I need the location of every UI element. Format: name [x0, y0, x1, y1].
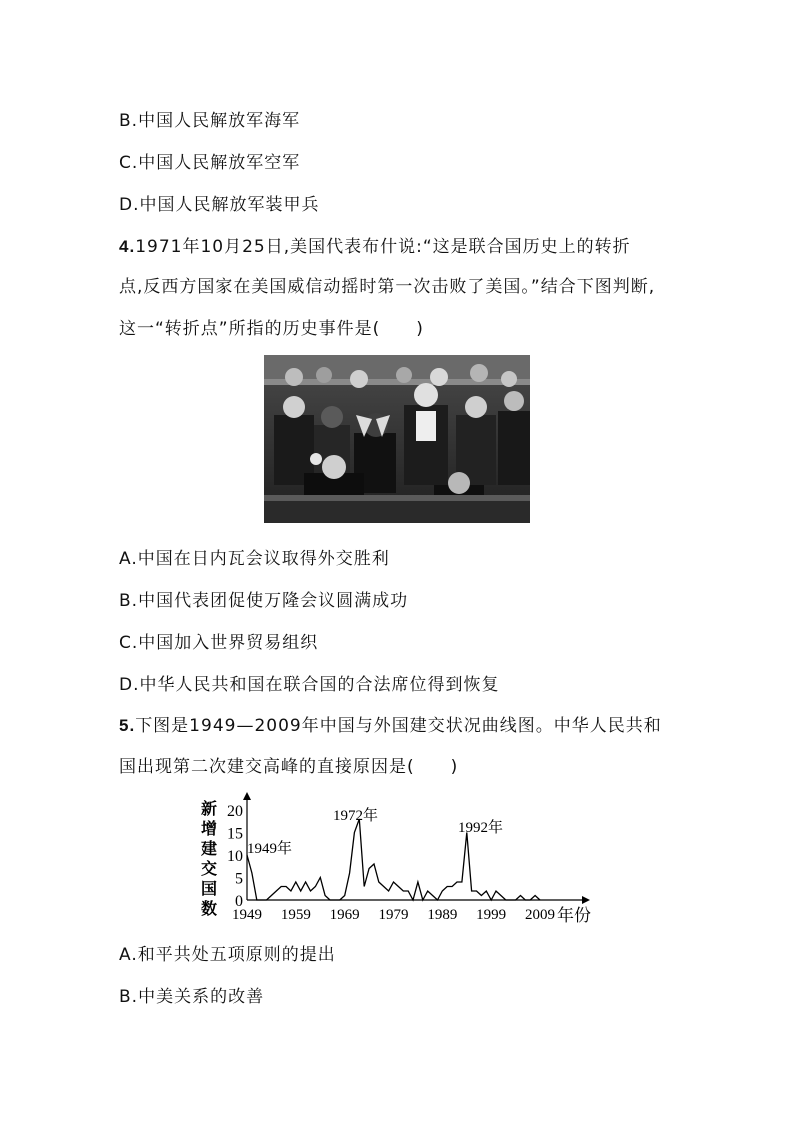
- question-4-stem-1: 1971年10月25日,美国代表布什说:“这是联合国历史上的转折: [135, 237, 631, 257]
- y-axis-label-char: 国: [201, 879, 218, 898]
- option-3c: C.中国人民解放军空军: [119, 153, 301, 173]
- x-tick-labels: [232, 907, 555, 923]
- annotation-1949: 1949年: [247, 841, 293, 857]
- question-4-stem-2: 点,反西方国家在美国威信动摇时第一次击败了美国。”结合下图判断,: [119, 277, 656, 297]
- x-tick-label: 1989: [427, 907, 458, 923]
- x-tick-label: 1959: [280, 907, 311, 923]
- question-4-number: 4.: [119, 237, 136, 256]
- x-tick-label: 1969: [329, 907, 360, 923]
- x-tick-label: 1999: [476, 907, 507, 923]
- y-tick-label: 10: [227, 848, 243, 865]
- y-axis-label: [201, 799, 217, 918]
- y-tick-labels: [227, 803, 243, 910]
- x-tick-label: 2009: [525, 907, 555, 923]
- y-axis-arrow: [243, 792, 251, 800]
- option-3b: B.中国人民解放军海军: [119, 111, 301, 131]
- question-5-number: 5.: [119, 716, 136, 735]
- option-5a: A.和平共处五项原则的提出: [119, 945, 336, 965]
- x-axis-arrow: [582, 896, 590, 904]
- option-4b: B.中国代表团促使万隆会议圆满成功: [119, 591, 409, 611]
- option-5b: B.中美关系的改善: [119, 987, 265, 1007]
- option-4a: A.中国在日内瓦会议取得外交胜利: [119, 549, 390, 569]
- y-axis-label-char: 交: [201, 859, 218, 878]
- y-axis-label-char: 建: [201, 839, 218, 858]
- question-4-line-1: [119, 232, 631, 257]
- y-tick-label: 5: [235, 870, 243, 888]
- diplomatic-relations-chart: [200, 792, 620, 931]
- x-tick-label: 1949: [232, 907, 262, 923]
- y-tick-label: 0: [235, 893, 243, 910]
- y-tick-label: 15: [227, 825, 243, 843]
- question-5-stem-1: 下图是1949—2009年中国与外国建交状况曲线图。中华人民共和: [135, 716, 662, 736]
- annotation-1992: 1992年: [458, 820, 504, 836]
- question-5-stem-2: 国出现第二次建交高峰的直接原因是( ): [119, 757, 459, 777]
- option-4c: C.中国加入世界贸易组织: [119, 633, 319, 653]
- y-axis-label-char: 数: [201, 899, 218, 918]
- x-tick-label: 1979: [378, 907, 409, 923]
- annotation-1972: 1972年: [333, 808, 379, 824]
- option-4d: D.中华人民共和国在联合国的合法席位得到恢复: [119, 675, 500, 695]
- y-tick-label: 20: [227, 803, 243, 820]
- question-5-line-1: [119, 711, 662, 736]
- x-unit-label: 年份: [557, 906, 591, 926]
- question-4-stem-3: 这一“转折点”所指的历史事件是( ): [119, 319, 424, 339]
- un-assembly-photo: [264, 355, 530, 523]
- y-axis-label-char: 增: [201, 819, 218, 838]
- option-3d: D.中国人民解放军装甲兵: [119, 195, 320, 215]
- y-axis-label-char: 新: [201, 799, 218, 818]
